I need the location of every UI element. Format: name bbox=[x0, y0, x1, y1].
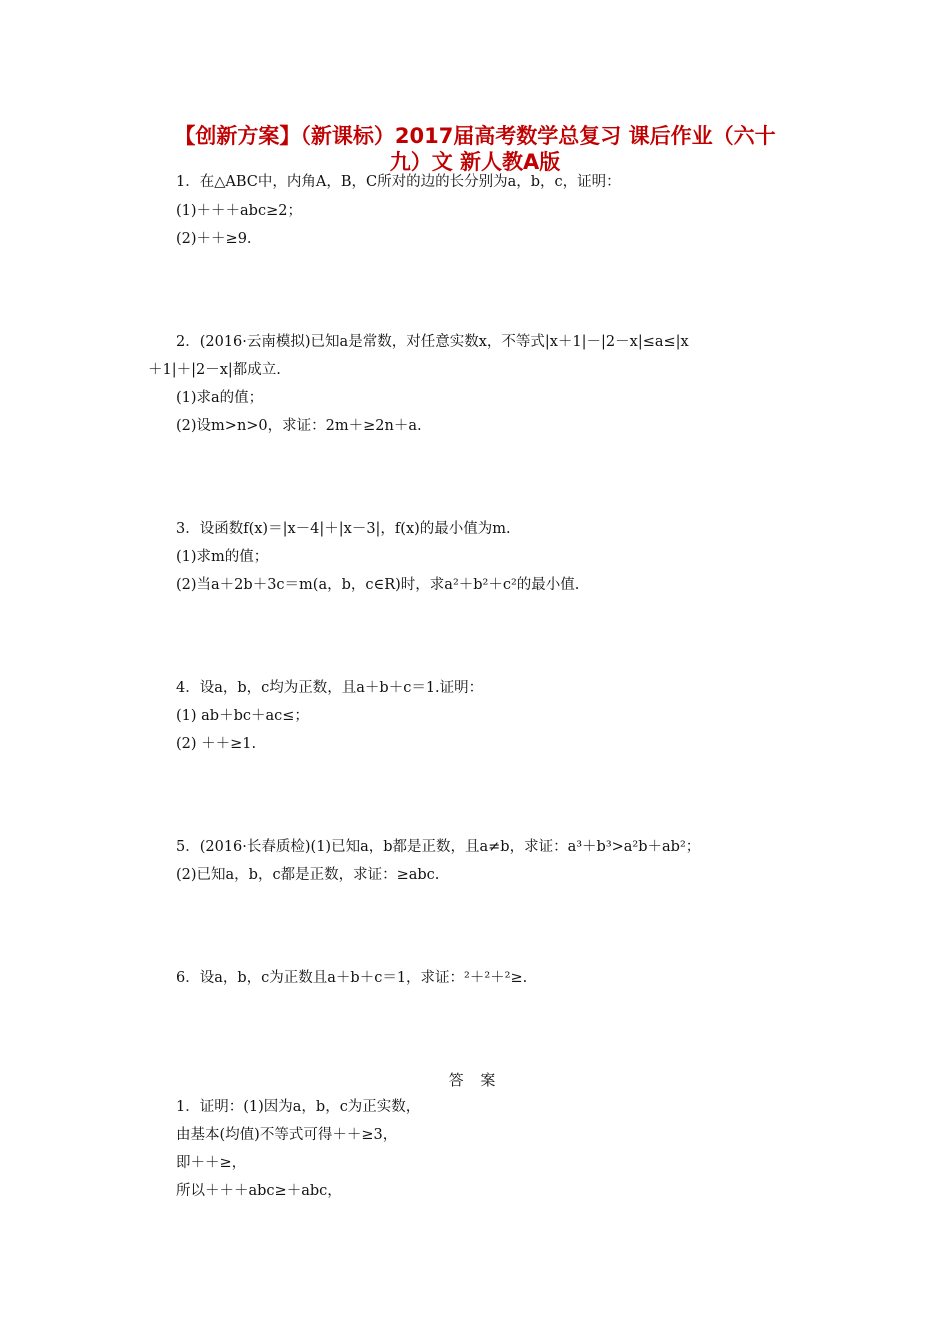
problem-6-statement: 6．设a，b，c为正数且a＋b＋c＝1，求证：²＋²＋²≥. bbox=[176, 970, 528, 986]
answer-line-4: 所以＋＋＋abc≥＋abc， bbox=[176, 1183, 342, 1199]
problem-2-part-1: (1)求a的值； bbox=[176, 390, 264, 406]
problem-4-part-1: (1) ab＋bc＋ac≤； bbox=[176, 708, 309, 724]
problem-5-statement: 5．(2016·长春质检)(1)已知a，b都是正数，且a≠b，求证：a³＋b³>a²b＋ab²； bbox=[176, 839, 701, 855]
problem-2-part-2: (2)设m>n>0，求证：2m＋≥2n＋a. bbox=[176, 418, 422, 434]
problem-2-statement-cont: ＋1|＋|2－x|都成立. bbox=[148, 362, 281, 378]
document-title-line-1: 【创新方案】（新课标）2017届高考数学总复习 课后作业（六十 bbox=[174, 124, 776, 148]
problem-3-part-2: (2)当a＋2b＋3c＝m(a，b，c∈R)时，求a²＋b²＋c²的最小值. bbox=[176, 577, 580, 593]
answer-line-1: 1．证明：(1)因为a，b，c为正实数， bbox=[176, 1099, 421, 1115]
problem-5-part-2: (2)已知a，b，c都是正数，求证：≥abc. bbox=[176, 867, 440, 883]
problem-3-part-1: (1)求m的值； bbox=[176, 549, 269, 565]
problem-1-statement: 1．在△ABC中，内角A，B，C所对的边的长分别为a，b，c，证明： bbox=[176, 174, 621, 190]
problem-1-part-2: (2)＋＋≥9. bbox=[176, 231, 252, 247]
problem-4-statement: 4．设a，b，c均为正数，且a＋b＋c＝1.证明： bbox=[176, 680, 484, 696]
problem-2-statement: 2．(2016·云南模拟)已知a是常数，对任意实数x，不等式|x＋1|－|2－x|≤a≤|x bbox=[176, 334, 689, 350]
answer-line-3: 即＋＋≥， bbox=[176, 1155, 247, 1171]
problem-1-part-1: (1)＋＋＋abc≥2； bbox=[176, 203, 302, 219]
answer-line-2: 由基本(均值)不等式可得＋＋≥3， bbox=[176, 1127, 398, 1143]
document-title-line-2: 九）文 新人教A版 bbox=[389, 150, 561, 174]
answers-heading: 答 案 bbox=[448, 1071, 502, 1089]
problem-3-statement: 3．设函数f(x)＝|x－4|＋|x－3|，f(x)的最小值为m. bbox=[176, 521, 511, 537]
problem-4-part-2: (2) ＋＋≥1. bbox=[176, 736, 257, 752]
